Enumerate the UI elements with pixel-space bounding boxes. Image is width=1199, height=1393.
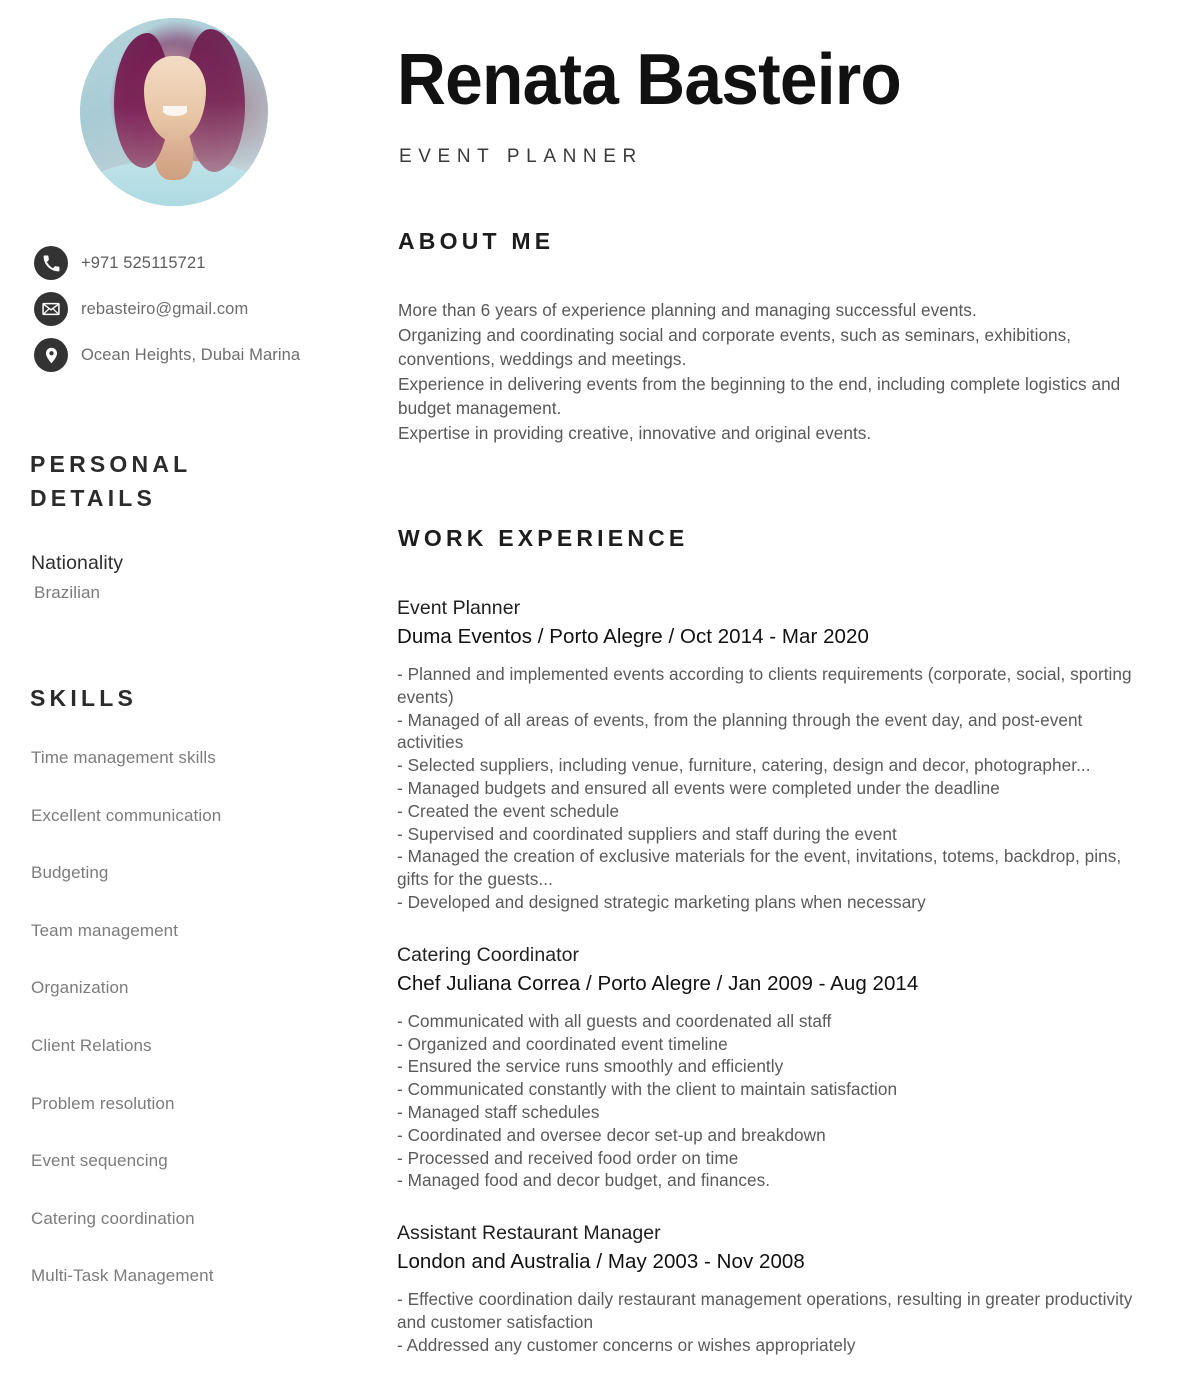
- text-line: More than 6 years of experience planning and managing successful events.: [398, 300, 977, 320]
- work-experience-heading: WORK EXPERIENCE: [398, 525, 689, 551]
- text-line: - Addressed any customer concerns or wishes appropriately: [397, 1334, 856, 1355]
- about-me-heading: ABOUT ME: [398, 228, 555, 254]
- job-title: Event Planner: [397, 597, 521, 619]
- skill-item: Team management: [31, 920, 179, 940]
- skills-heading: SKILLS: [30, 685, 137, 711]
- skills-list: [31, 748, 351, 1324]
- skill-item: Excellent communication: [31, 805, 222, 825]
- location-pin-icon: [34, 338, 68, 372]
- text-line: - Developed and designed strategic marketing plans when necessary: [397, 891, 926, 912]
- page-title: Renata Basteiro: [397, 40, 902, 120]
- text-line: - Managed budgets and ensured all events were completed under the deadline: [397, 777, 1000, 798]
- job-entry: [397, 594, 1137, 914]
- job-separator: [397, 914, 1137, 941]
- personal-details-heading: [30, 447, 330, 515]
- phone-icon: [34, 246, 68, 280]
- text-line: - Effective coordination daily restaurant management operations, resulting in greater productivity and customer satisfaction: [397, 1289, 1133, 1332]
- skill-item: Problem resolution: [31, 1093, 175, 1113]
- text-line: - Created the event schedule: [397, 800, 620, 821]
- skill-item: Budgeting: [31, 863, 109, 883]
- contact-item-address: [34, 332, 364, 378]
- avatar: [80, 18, 268, 206]
- text-line: - Managed food and decor budget, and finances.: [397, 1170, 771, 1191]
- text-line: - Managed the creation of exclusive materials for the event, invitations, totems, backdrop, pins, gifts for the guests...: [397, 846, 1122, 890]
- contact-list: [34, 240, 364, 378]
- text-line: Expertise in providing creative, innovative and original events.: [398, 422, 872, 443]
- nationality-label: Nationality: [31, 552, 124, 574]
- sidebar: [0, 0, 380, 1393]
- job-bullets: [397, 663, 1137, 914]
- text-line: - Supervised and coordinated suppliers and staff during the event: [397, 823, 897, 844]
- email-icon: [34, 292, 68, 326]
- job-title: Catering Coordinator: [397, 943, 580, 966]
- job-meta: Chef Juliana Correa / Porto Alegre / Jan 2009 - Aug 2014: [397, 971, 919, 995]
- text-line: - Processed and received food order on time: [397, 1147, 739, 1168]
- about-me-body: [398, 298, 1126, 445]
- job-bullets: [397, 1288, 1137, 1356]
- job-meta: London and Australia / May 2003 - Nov 2008: [397, 1250, 805, 1274]
- contact-item-email: [34, 286, 364, 332]
- text-line: - Coordinated and oversee decor set-up and breakdown: [397, 1124, 826, 1145]
- skill-item: Event sequencing: [31, 1151, 168, 1171]
- skill-item: Multi-Task Management: [31, 1266, 214, 1286]
- skill-item: Organization: [31, 978, 129, 998]
- job-title: Assistant Restaurant Manager: [397, 1222, 661, 1245]
- nationality-value: Brazilian: [34, 583, 101, 602]
- job-entry: [397, 1219, 1137, 1356]
- job-role-subtitle: EVENT PLANNER: [399, 146, 643, 167]
- text-line: - Ensured the service runs smoothly and efficiently: [397, 1056, 784, 1077]
- text-line: - Organized and coordinated event timeline: [397, 1033, 728, 1054]
- job-meta: Duma Eventos / Porto Alegre / Oct 2014 - Mar 2020: [397, 625, 869, 648]
- avatar-photo: [80, 18, 268, 206]
- job-bullets: [397, 1010, 1137, 1192]
- contact-item-phone: [34, 240, 364, 286]
- contact-email-text: rebasteiro@gmail.com: [81, 299, 249, 318]
- text-line: - Managed staff schedules: [397, 1101, 600, 1122]
- text-line: Organizing and coordinating social and corporate events, such as seminars, exhibitions, conventions, weddings and meetings.: [398, 324, 1072, 369]
- personal-details-heading-line1: PERSONAL: [30, 451, 192, 477]
- job-separator: [397, 1192, 1137, 1219]
- text-line: Experience in delivering events from the beginning to the end, including complete logistics and budget management.: [398, 373, 1121, 418]
- text-line: - Selected suppliers, including venue, furniture, catering, design and decor, photographer...: [397, 755, 1091, 776]
- contact-phone-text: +971 525115721: [81, 253, 206, 272]
- text-line: - Communicated constantly with the client to maintain satisfaction: [397, 1079, 898, 1100]
- skill-item: Time management skills: [31, 748, 216, 767]
- text-line: - Communicated with all guests and coordenated all staff: [397, 1010, 832, 1031]
- text-line: - Planned and implemented events according to clients requirements (corporate, social, sporting events): [397, 664, 1132, 707]
- skill-item: Client Relations: [31, 1035, 152, 1055]
- avatar-smile-shape: [163, 106, 187, 115]
- skill-item: Catering coordination: [31, 1208, 195, 1228]
- work-experience-list: [397, 594, 1137, 1357]
- job-entry: [397, 941, 1137, 1192]
- text-line: - Managed of all areas of events, from the planning through the event day, and post-event activities: [397, 709, 1083, 753]
- contact-address-text: Ocean Heights, Dubai Marina: [81, 345, 301, 364]
- personal-details-heading-line2: DETAILS: [30, 485, 157, 511]
